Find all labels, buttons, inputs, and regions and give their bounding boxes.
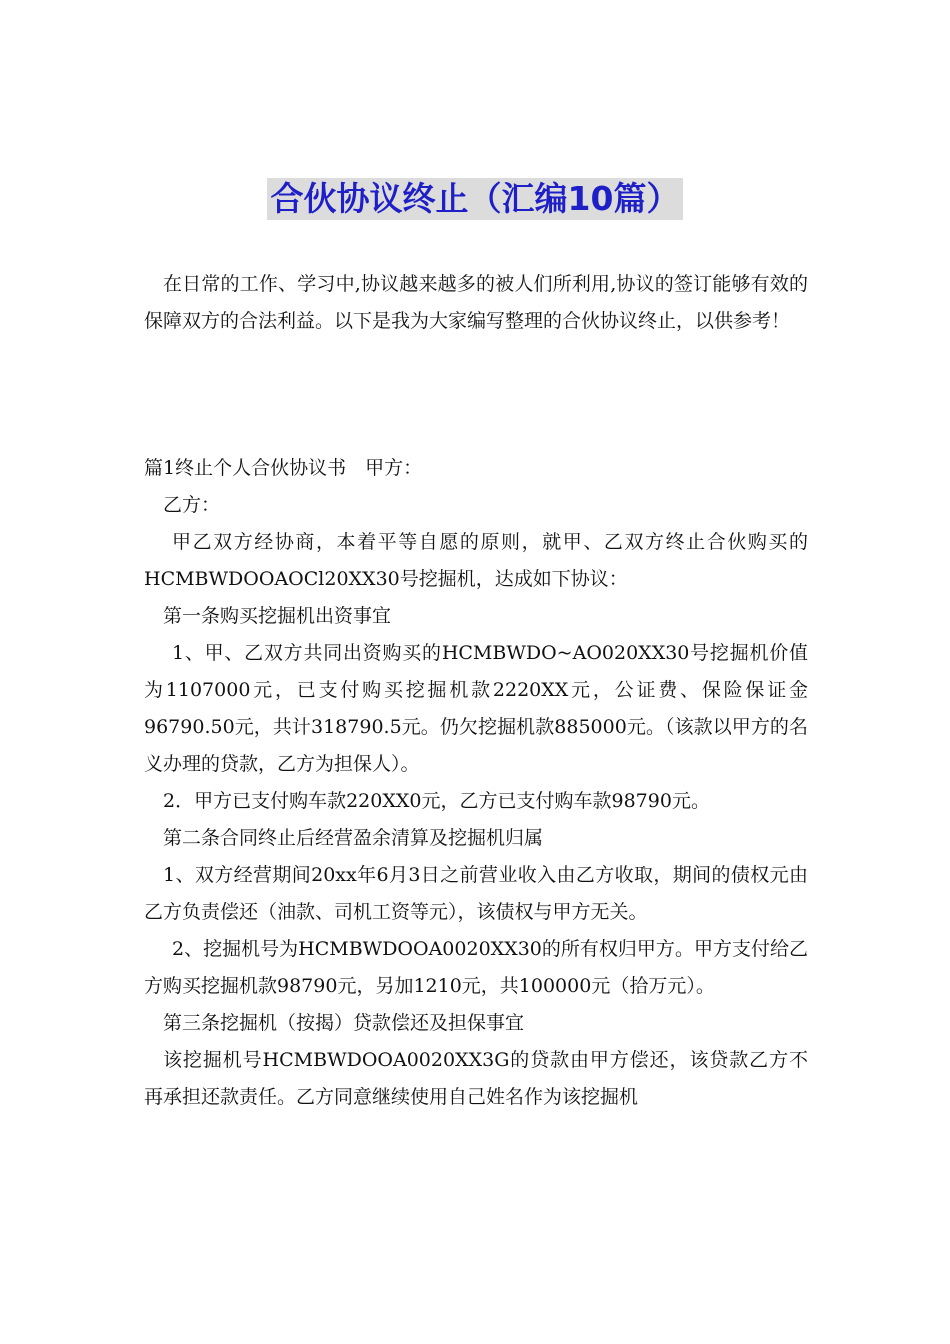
title-container — [0, 178, 950, 220]
body-paragraph: 1、双方经营期间20xx年6月3日之前营业收入由乙方收取，期间的债权元由乙方负责偿还（油款、司机工资等元），该债权与甲方无关。 — [144, 864, 808, 923]
body-paragraph: 甲乙双方经协商，本着平等自愿的原则，就甲、乙双方终止合伙购买的HCMBWDOOAOCl20XX30号挖掘机，达成如下协议： — [144, 531, 808, 590]
document-title: 合伙协议终止（汇编10篇） — [267, 178, 684, 220]
article-heading: 第二条合同终止后经营盈余清算及挖掘机归属 — [163, 827, 544, 849]
article-heading: 第一条购买挖掘机出资事宜 — [163, 605, 392, 627]
body-paragraph: 该挖掘机号HCMBWDOOA0020XX3G的贷款由甲方偿还，该贷款乙方不再承担还款责任。乙方同意继续使用自己姓名作为该挖掘机 — [144, 1049, 808, 1108]
intro-paragraph: 在日常的工作、学习中,协议越来越多的被人们所利用,协议的签订能够有效的保障双方的合法利益。以下是我为大家编写整理的合伙协议终止，以供参考！ — [144, 273, 808, 332]
body-paragraph: 2．甲方已支付购车款220XX0元，乙方已支付购车款98790元。 — [163, 790, 710, 812]
intro-section — [144, 266, 808, 340]
body-paragraph: 1、甲、乙双方共同出资购买的HCMBWDO~AO020XX30号挖掘机价值为1107000元，已支付购买挖掘机款2220XX元，公证费、保险保证金96790.50元，共计318790.5元。仍欠挖掘机款885000元。（该款以甲方的名义办理的贷款，乙方为担保人）。 — [144, 642, 808, 775]
article-heading: 第三条挖掘机（按揭）贷款偿还及担保事宜 — [163, 1012, 525, 1034]
content-section — [144, 450, 808, 1116]
section-heading-paragraph: 篇1终止个人合伙协议书 甲方： — [144, 457, 423, 479]
body-paragraph: 2、挖掘机号为HCMBWDOOA0020XX30的所有权归甲方。甲方支付给乙方购买挖掘机款98790元，另加1210元，共100000元（拾万元）。 — [144, 938, 808, 997]
party-b-paragraph: 乙方： — [163, 494, 221, 516]
